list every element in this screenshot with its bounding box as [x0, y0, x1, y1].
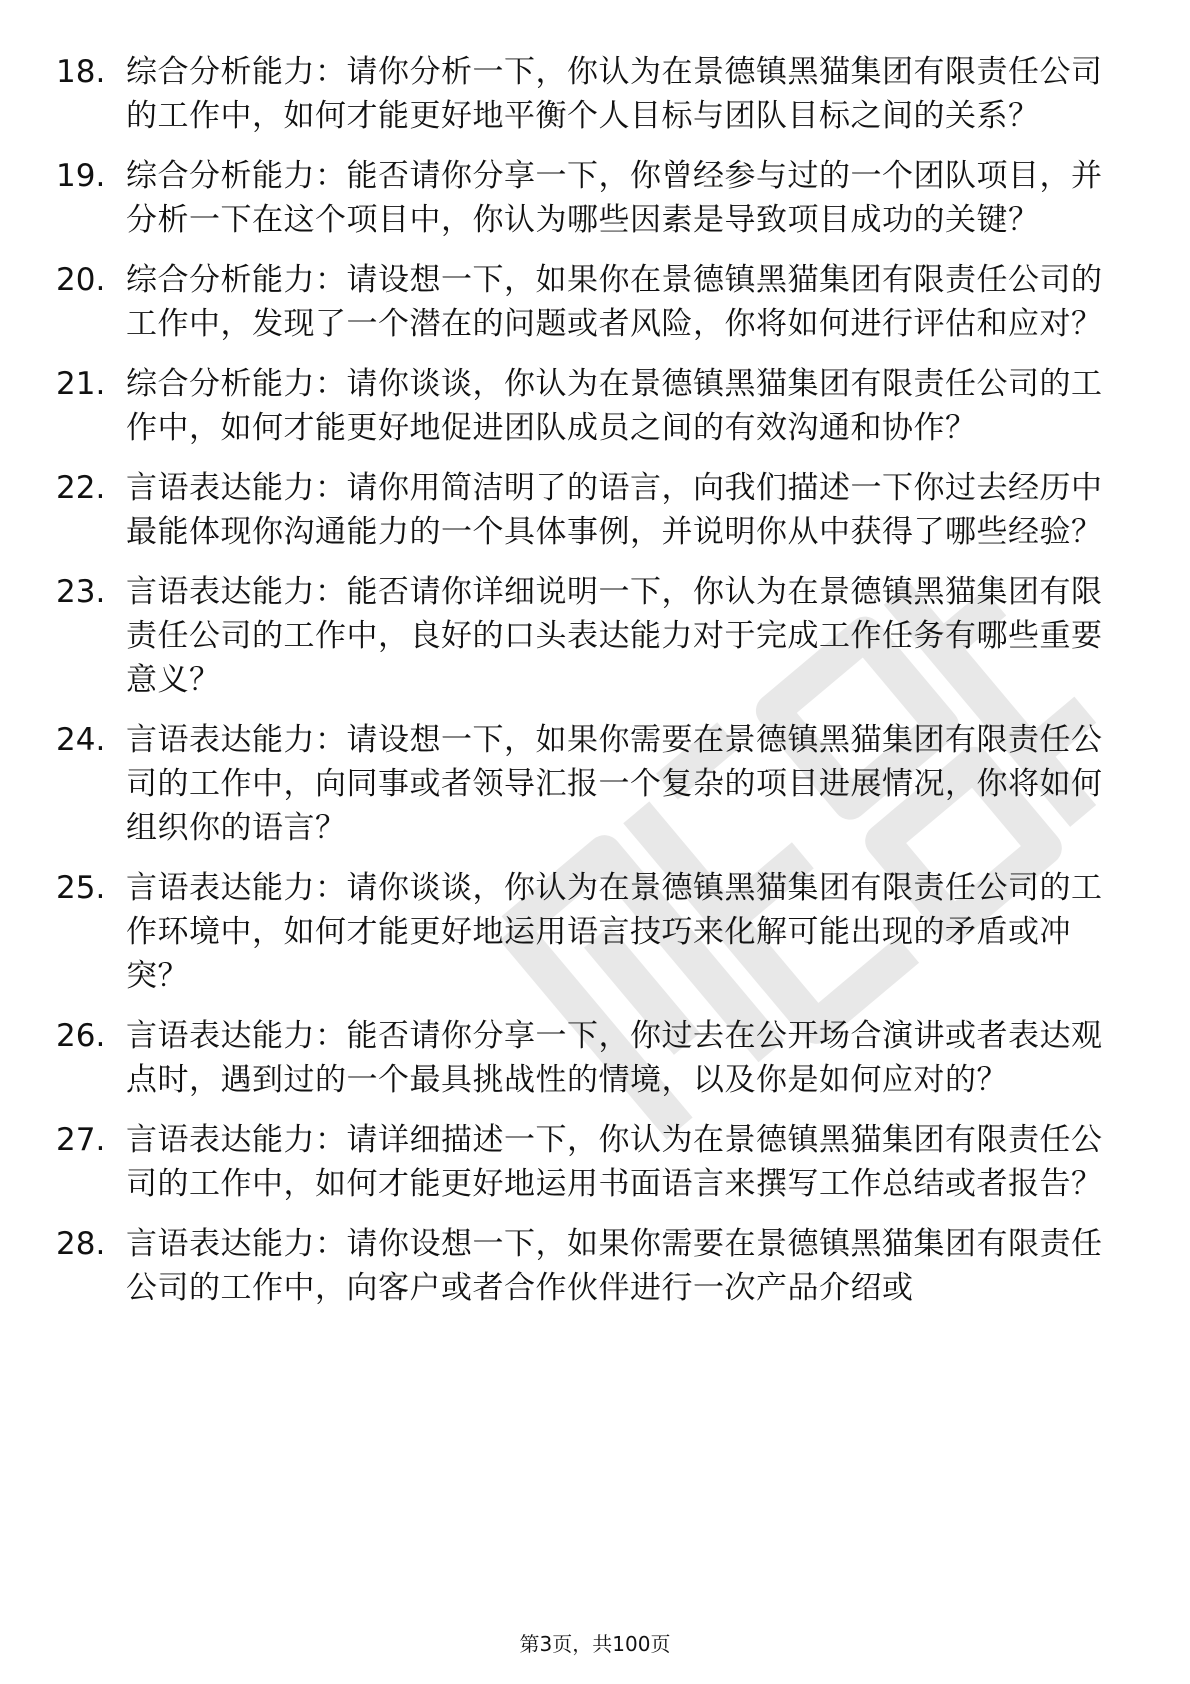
question-number: 24.: [56, 722, 106, 758]
question-item: [56, 866, 1116, 998]
question-number: 27.: [56, 1122, 106, 1158]
question-text: 综合分析能力：请你谈谈，你认为在景德镇黑猫集团有限责任公司的工作中，如何才能更好地促进团队成员之间的有效沟通和协作？: [126, 366, 1103, 446]
question-number: 18.: [56, 54, 106, 90]
question-item: [56, 1222, 1116, 1310]
question-text: 言语表达能力：请设想一下，如果你需要在景德镇黑猫集团有限责任公司的工作中，向同事或者领导汇报一个复杂的项目进展情况，你将如何组织你的语言？: [126, 722, 1103, 846]
question-text: 言语表达能力：能否请你分享一下，你过去在公开场合演讲或者表达观点时，遇到过的一个最具挑战性的情境，以及你是如何应对的？: [126, 1018, 1103, 1098]
question-text: 综合分析能力：能否请你分享一下，你曾经参与过的一个团队项目，并分析一下在这个项目中，你认为哪些因素是导致项目成功的关键？: [126, 158, 1103, 238]
question-item: [56, 1118, 1116, 1206]
question-number: 28.: [56, 1226, 106, 1262]
question-item: [56, 154, 1116, 242]
page-footer: [0, 1632, 1190, 1656]
question-item: [56, 258, 1116, 346]
question-item: [56, 362, 1116, 450]
question-text: 综合分析能力：请设想一下，如果你在景德镇黑猫集团有限责任公司的工作中，发现了一个潜在的问题或者风险，你将如何进行评估和应对？: [126, 262, 1103, 342]
question-item: [56, 570, 1116, 702]
question-item: [56, 466, 1116, 554]
question-text: 言语表达能力：请你谈谈，你认为在景德镇黑猫集团有限责任公司的工作环境中，如何才能更好地运用语言技巧来化解可能出现的矛盾或冲突？: [126, 870, 1103, 994]
question-text: 言语表达能力：能否请你详细说明一下，你认为在景德镇黑猫集团有限责任公司的工作中，良好的口头表达能力对于完成工作任务有哪些重要意义？: [126, 574, 1103, 698]
question-number: 19.: [56, 158, 106, 194]
question-text: 言语表达能力：请详细描述一下，你认为在景德镇黑猫集团有限责任公司的工作中，如何才能更好地运用书面语言来撰写工作总结或者报告？: [126, 1122, 1103, 1202]
page-number-label: 第3页，共100页: [519, 1632, 671, 1656]
question-number: 20.: [56, 262, 106, 298]
question-number: 21.: [56, 366, 106, 402]
question-text: 言语表达能力：请你设想一下，如果你需要在景德镇黑猫集团有限责任公司的工作中，向客户或者合作伙伴进行一次产品介绍或: [126, 1226, 1103, 1306]
question-item: [56, 50, 1116, 138]
question-number: 26.: [56, 1018, 106, 1054]
question-number: 23.: [56, 574, 106, 610]
question-item: [56, 1014, 1116, 1102]
question-number: 25.: [56, 870, 106, 906]
question-text: 言语表达能力：请你用简洁明了的语言，向我们描述一下你过去经历中最能体现你沟通能力的一个具体事例，并说明你从中获得了哪些经验？: [126, 470, 1103, 550]
question-text: 综合分析能力：请你分析一下，你认为在景德镇黑猫集团有限责任公司的工作中，如何才能更好地平衡个人目标与团队目标之间的关系？: [126, 54, 1103, 134]
question-number: 22.: [56, 470, 106, 506]
question-list: [56, 50, 1116, 1326]
question-item: [56, 718, 1116, 850]
